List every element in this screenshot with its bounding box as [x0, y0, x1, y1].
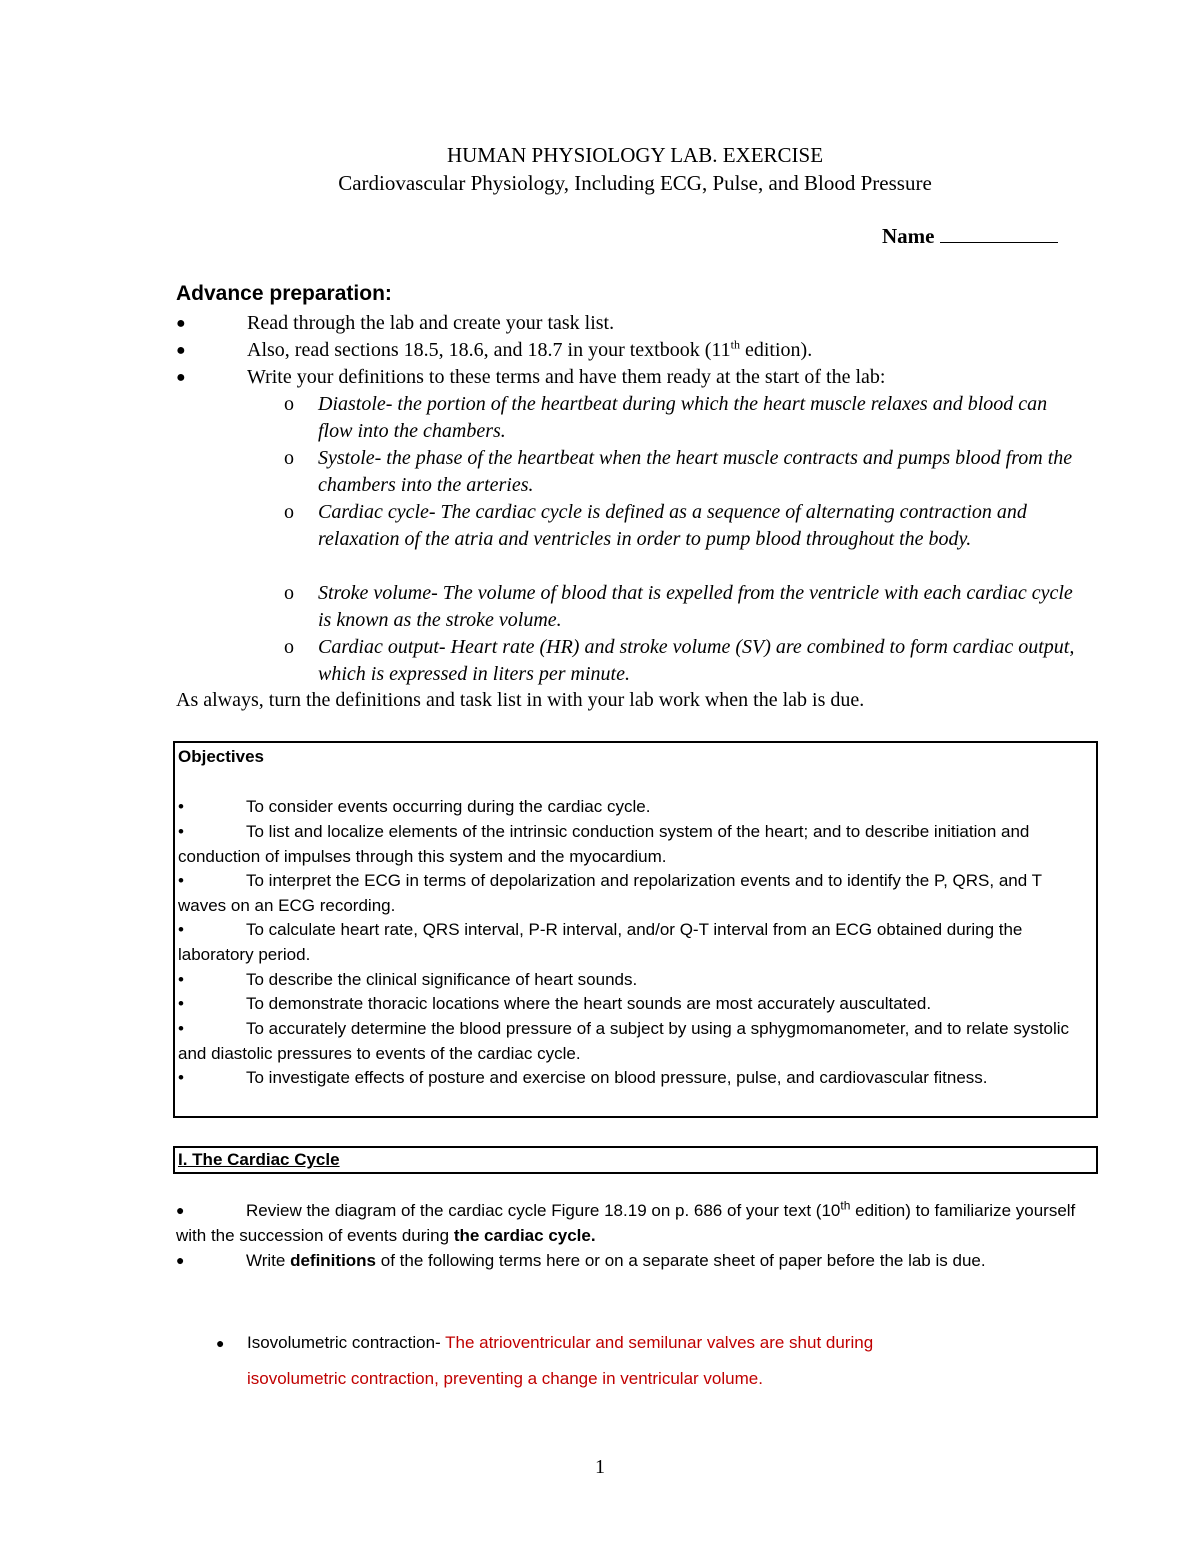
- section-title: I. The Cardiac Cycle: [178, 1150, 340, 1169]
- bullet-icon: ●: [176, 369, 186, 386]
- sub-bullet-icon: o: [284, 393, 294, 415]
- name-blank: [940, 226, 1058, 243]
- name-field: [882, 224, 1058, 249]
- closing-instruction: As always, turn the definitions and task list in with your lab work when the lab is due.: [176, 689, 865, 711]
- advance-preparation-heading: Advance preparation:: [176, 282, 392, 305]
- definition-stroke-volume: o Stroke volume- The volume of blood that is expelled from the ventricle with each cardiac cycle is known as the stroke volume.: [284, 582, 1073, 631]
- bullet-icon: ●: [216, 1335, 225, 1351]
- bullet-icon: •: [178, 920, 184, 939]
- definition-systole: o Systole- the phase of the heartbeat when the heart muscle contracts and pumps blood from the chambers into the arteries.: [284, 447, 1073, 496]
- objective-item: • To demonstrate thoracic locations where the heart sounds are most accurately auscultated.: [178, 992, 1093, 1017]
- bullet-icon: ●: [176, 1252, 185, 1268]
- bullet-icon: •: [178, 1019, 184, 1038]
- iso-answer-line1: The atrioventricular and semilunar valves are shut during: [445, 1333, 874, 1352]
- objective-item: • To calculate heart rate, QRS interval, P-R interval, and/or Q-T interval from an ECG obtained during the laboratory period.: [178, 920, 1023, 964]
- bullet-icon: •: [178, 970, 184, 989]
- bullet-icon: •: [178, 822, 184, 841]
- objectives-box: [173, 741, 1098, 1118]
- bullet-icon: •: [178, 994, 184, 1013]
- section-bullet-2: ● Write definitions of the following terms here or on a separate sheet of paper before the lab is due.: [176, 1248, 1076, 1273]
- objectives-title: Objectives: [178, 747, 264, 766]
- objective-item: • To consider events occurring during the cardiac cycle.: [178, 795, 1093, 820]
- objective-item: • To list and localize elements of the intrinsic conduction system of the heart; and to describe initiation and conduction of impulses through this system and the myocardium.: [178, 822, 1030, 866]
- bullet-icon: •: [178, 797, 184, 816]
- bullet-icon: •: [178, 871, 184, 890]
- name-label: Name: [882, 224, 935, 248]
- document-subtitle: Cardiovascular Physiology, Including ECG, Pulse, and Blood Pressure: [338, 171, 932, 195]
- definition-cardiac-output: o Cardiac output- Heart rate (HR) and stroke volume (SV) are combined to form cardiac output, which is expressed in liters per minute.: [284, 636, 1075, 685]
- iso-answer-line2: isovolumetric contraction, preventing a change in ventricular volume.: [247, 1369, 763, 1388]
- document-title: HUMAN PHYSIOLOGY LAB. EXERCISE: [446, 143, 824, 167]
- definition-cardiac-cycle: o Cardiac cycle- The cardiac cycle is defined as a sequence of alternating contraction and relaxation of the atria and ventricles in order to pump blood throughout the body.: [284, 501, 1027, 550]
- bullet-icon: ●: [176, 342, 186, 359]
- bullet-icon: •: [178, 1068, 184, 1087]
- bullet-icon: ●: [176, 315, 186, 332]
- page-number: 1: [595, 1456, 605, 1478]
- sub-bullet-icon: o: [284, 636, 294, 658]
- sub-bullet-icon: o: [284, 582, 294, 604]
- bullet-icon: ●: [176, 1202, 185, 1218]
- sub-bullet-icon: o: [284, 447, 294, 469]
- objective-item: • To interpret the ECG in terms of depolarization and repolarization events and to identify the P, QRS, and T waves on an ECG recording.: [178, 871, 1042, 915]
- objective-item: • To investigate effects of posture and exercise on blood pressure, pulse, and cardiovascular fitness.: [178, 1066, 1093, 1091]
- sub-bullet-icon: o: [284, 501, 294, 523]
- objective-item: • To describe the clinical significance of heart sounds.: [178, 968, 1093, 993]
- section-heading-box: [173, 1146, 1098, 1174]
- objective-item: • To accurately determine the blood pressure of a subject by using a sphygmomanometer, and to relate systolic and diastolic pressures to events of the cardiac cycle.: [178, 1019, 1070, 1063]
- iso-term: Isovolumetric contraction-: [247, 1333, 446, 1352]
- definition-diastole: o Diastole- the portion of the heartbeat during which the heart muscle relaxes and blood can flow into the chambers.: [284, 393, 1048, 442]
- section-bullet-1: ● Review the diagram of the cardiac cycle Figure 18.19 on p. 686 of your text (10th edition) to familiarize yourself with the succession of events during the cardiac cycle.: [176, 1198, 1076, 1245]
